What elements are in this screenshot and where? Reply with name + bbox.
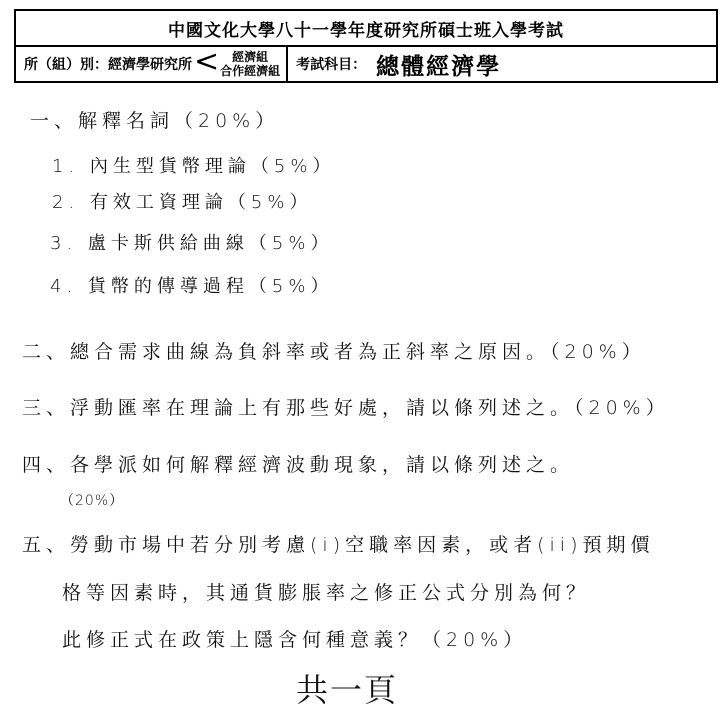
question-5-line-1: 五、勞動市場中若分別考慮(i)空職率因素，或者(ii)預期價 (22, 534, 655, 556)
group-cooperative-economics: 合作經濟組 (220, 64, 281, 78)
exam-header (14, 9, 718, 83)
question-2: 二、總合需求曲線為負斜率或者為正斜率之原因。（20%） (22, 341, 646, 363)
exam-title: 中國文化大學八十一學年度研究所碩士班入學考試 (16, 11, 716, 47)
group-economics: 經濟組 (232, 50, 269, 64)
question-1-item-1: 1. 內生型貨幣理論（5%） (52, 156, 336, 177)
header-divider (286, 47, 288, 81)
department-label: 所（組）別：經濟學研究所 (24, 57, 192, 73)
subject-label: 考試科目： (296, 57, 367, 73)
page-count: 共一頁 (296, 671, 399, 709)
exam-info-row (16, 44, 716, 81)
question-4: 四、各學派如何解釋經濟波動現象，請以條列述之。 (22, 454, 575, 476)
question-1-item-4: 4. 貨幣的傳導過程（5%） (50, 276, 334, 297)
group-stack (220, 50, 280, 78)
question-5-line-2: 格等因素時，其通貨膨脹率之修正公式分別為何？ (62, 582, 591, 604)
question-1: 一、解釋名詞（20%） (30, 110, 280, 132)
question-1-item-2: 2. 有效工資理論（5%） (52, 192, 313, 213)
question-1-item-3: 3. 盧卡斯供給曲線（5%） (50, 233, 334, 254)
subject-value: 總體經濟學 (376, 52, 502, 80)
question-3: 三、浮動匯率在理論上有那些好處，請以條列述之。（20%） (22, 397, 670, 419)
question-5-line-3: 此修正式在政策上隱含何種意義？（20%） (62, 629, 528, 651)
brace-glyph: < (194, 44, 220, 79)
question-4-weight: （20%） (60, 493, 125, 509)
group-list (194, 44, 281, 79)
